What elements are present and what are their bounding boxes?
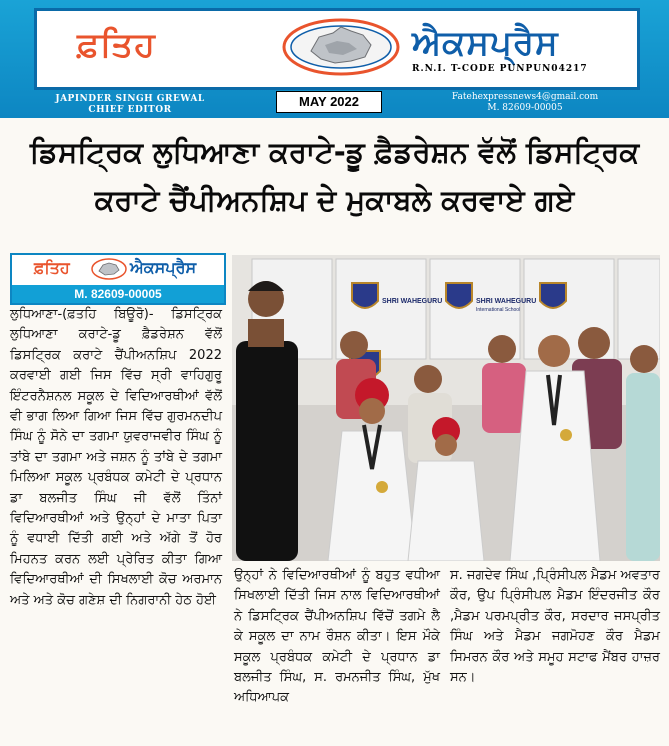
contact-phone: M. 82609-00005 [487,103,563,113]
masthead [0,0,669,118]
banner-subtext: International School [476,307,521,313]
banner-text-1: SHRI WAHEGURU [382,298,443,305]
masthead-nameplate [34,8,640,90]
small-punjab-map-icon [90,257,128,281]
brand-name-right: ਐਕਸਪ੍ਰੈਸ [412,23,559,63]
contact-block [410,92,640,114]
headline-line-2: ਕਰਾਟੇ ਚੈਂਪੀਅਨਸ਼ਿਪ ਦੇ ਮੁਕਾਬਲੇ ਕਰਵਾਏ ਗਏ [94,183,575,217]
edition-date: MAY 2022 [276,91,382,113]
article-column-1: ਲੁਧਿਆਣਾ-(ਫ਼ਤਹਿ ਬਿਊਰੋ)- ਡਿਸਟ੍ਰਿਕ ਲੁਧਿਆਣਾ ਕਰਾਟੇ-ਡੂ ਫ਼ੈਡਰੇਸ਼ਨ ਵੱਲੋਂ ਡਿਸਟ੍ਰਿਕ ਕਰਾਟੇ ਚੈਂਪੀਅਨਸ਼ਿਪ 2022 ਕਰਵਾਈ ਗਈ ਜਿਸ ਵਿੱਚ ਸ੍ਰੀ ਵਾਹਿਗੁਰੂ ਇੰਟਰਨੈਸ਼ਨਲ ਸਕੂਲ ਦੇ ਵਿਦਿਆਰਥੀਆਂ ਵੱਲੋਂ ਵੀ ਭਾਗ ਲਿਆ ਗਿਆ ਜਿਸ ਵਿੱਚ ਗੁਰਮਨਦੀਪ ਸਿੰਘ ਨੂੰ ਸੋਨੇ ਦਾ ਤਗਮਾ ਯੁਵਰਾਜਵੀਰ ਸਿੰਘ ਨੂੰ ਤਾਂਬੇ ਦਾ ਤਗਮਾ ਅਤੇ ਜਸ਼ਨ ਨੂੰ ਤਾਂਬੇ ਦੇ ਤਗਮਾ ਮਿਲਿਆ ਸਕੂਲ ਪ੍ਰਬੰਧਕ ਕਮੇਟੀ ਦੇ ਪ੍ਰਧਾਨ ਡਾ ਬਲਜੀਤ ਸਿੰਘ ਜੀ ਵੱਲੋਂ ਤਿੰਨਾਂ ਵਿਦਿਆਰਥੀਆਂ ਅਤੇ ਉਨ੍ਹਾਂ ਦੇ ਮਾਤਾ ਪਿਤਾ ਨੂੰ ਵਧਾਈ ਦਿੱਤੀ ਗਈ ਅਤੇ ਅੱਗੇ ਤੋਂ ਹੋਰ ਮਿਹਨਤ ਕਰਨ ਲਈ ਪ੍ਰੇਰਿਤ ਕੀਤਾ ਗਿਆ ਵਿਦਿਆਰਥੀਆਂ ਦੀ ਸਿਖਲਾਈ ਕੋਚ ਅਰਮਾਨ ਅਤੇ ਅਤੇ ਕੋਚ ਗਣੇਸ਼ ਦੀ ਨਿਗਰਾਨੀ ਹੇਠ ਹੋਈ [10,307,222,608]
small-logo-phone: M. 82609-00005 [12,285,224,303]
brand-name-left: ਫ਼ਤਿਹ [77,25,156,65]
headline-line-1: ਡਿਸਟ੍ਰਿਕ ਲੁਧਿਆਣਾ ਕਰਾਟੇ-ਡੂ ਫ਼ੈਡਰੇਸ਼ਨ ਵੱਲੋਂ ਡਿਸਟ੍ਰਿਕ [29,135,640,169]
article-column-2: ਉਨ੍ਹਾਂ ਨੇ ਵਿਦਿਆਰਥੀਆਂ ਨੂੰ ਬਹੁਤ ਵਧੀਆ ਸਿਖਲਾਈ ਦਿੱਤੀ ਜਿਸ ਨਾਲ ਵਿਦਿਆਰਥੀਆਂ ਨੇ ਡਿਸਟ੍ਰਿਕ ਚੈਂਪੀਅਨਸ਼ਿਪ ਵਿੱਚੋਂ ਤਗਮੇ ਲੈ ਕੇ ਸਕੂਲ ਦਾ ਨਾਮ ਰੌਸ਼ਨ ਕੀਤਾ। ਇਸ ਮੌਕੇ ਸਕੂਲ ਪ੍ਰਬੰਧਕ ਕਮੇਟੀ ਦੇ ਪ੍ਰਧਾਨ ਡਾ ਬਲਜੀਤ ਸਿੰਘ, ਸ. ਰਮਨਜੀਤ ਸਿੰਘ, ਮੁੱਖ ਅਧਿਆਪਕ [234,568,440,706]
article-headline [10,128,659,224]
small-logo-brand-left: ਫ਼ਤਿਹ [34,258,70,277]
editor-block [30,94,230,116]
editor-title: CHIEF EDITOR [88,105,172,115]
rni-code: R.N.I. T-CODE PUNPUN04217 [412,64,588,74]
punjab-map-logo-icon [281,17,401,77]
karate-group-photo [232,255,660,561]
banner-text-2: SHRI WAHEGURU [476,298,537,305]
article-column-3: ਸ. ਜਗਦੇਵ ਸਿੰਘ ,ਪ੍ਰਿੰਸੀਪਲ ਮੈਡਮ ਅਵਤਾਰ ਕੌਰ, ਉਪ ਪ੍ਰਿੰਸੀਪਲ ਮੈਡਮ ਇੰਦਰਜੀਤ ਕੌਰ ,ਮੈਡਮ ਪਰਮਪ੍ਰੀਤ ਕੌਰ, ਸਰਦਾਰ ਜਸਪ੍ਰੀਤ ਸਿੰਘ ਅਤੇ ਮੈਡਮ ਜਗਮੋਹਣ ਕੌਰ ਮੈਡਮ ਸਿਮਰਨ ਕੌਰ ਅਤੇ ਸਮੂਹ ਸਟਾਫ ਮੈਂਬਰ ਹਾਜ਼ਰ ਸਨ। [450,568,660,686]
photo-illustration [232,255,660,561]
small-logo-brand-right: ਐਕਸਪ੍ਰੈਸ [130,258,197,277]
editor-name: JAPINDER SINGH GREWAL [55,94,205,104]
contact-email: Fatehexpressnews4@gmail.com [451,92,599,102]
small-logo-box [10,253,226,305]
